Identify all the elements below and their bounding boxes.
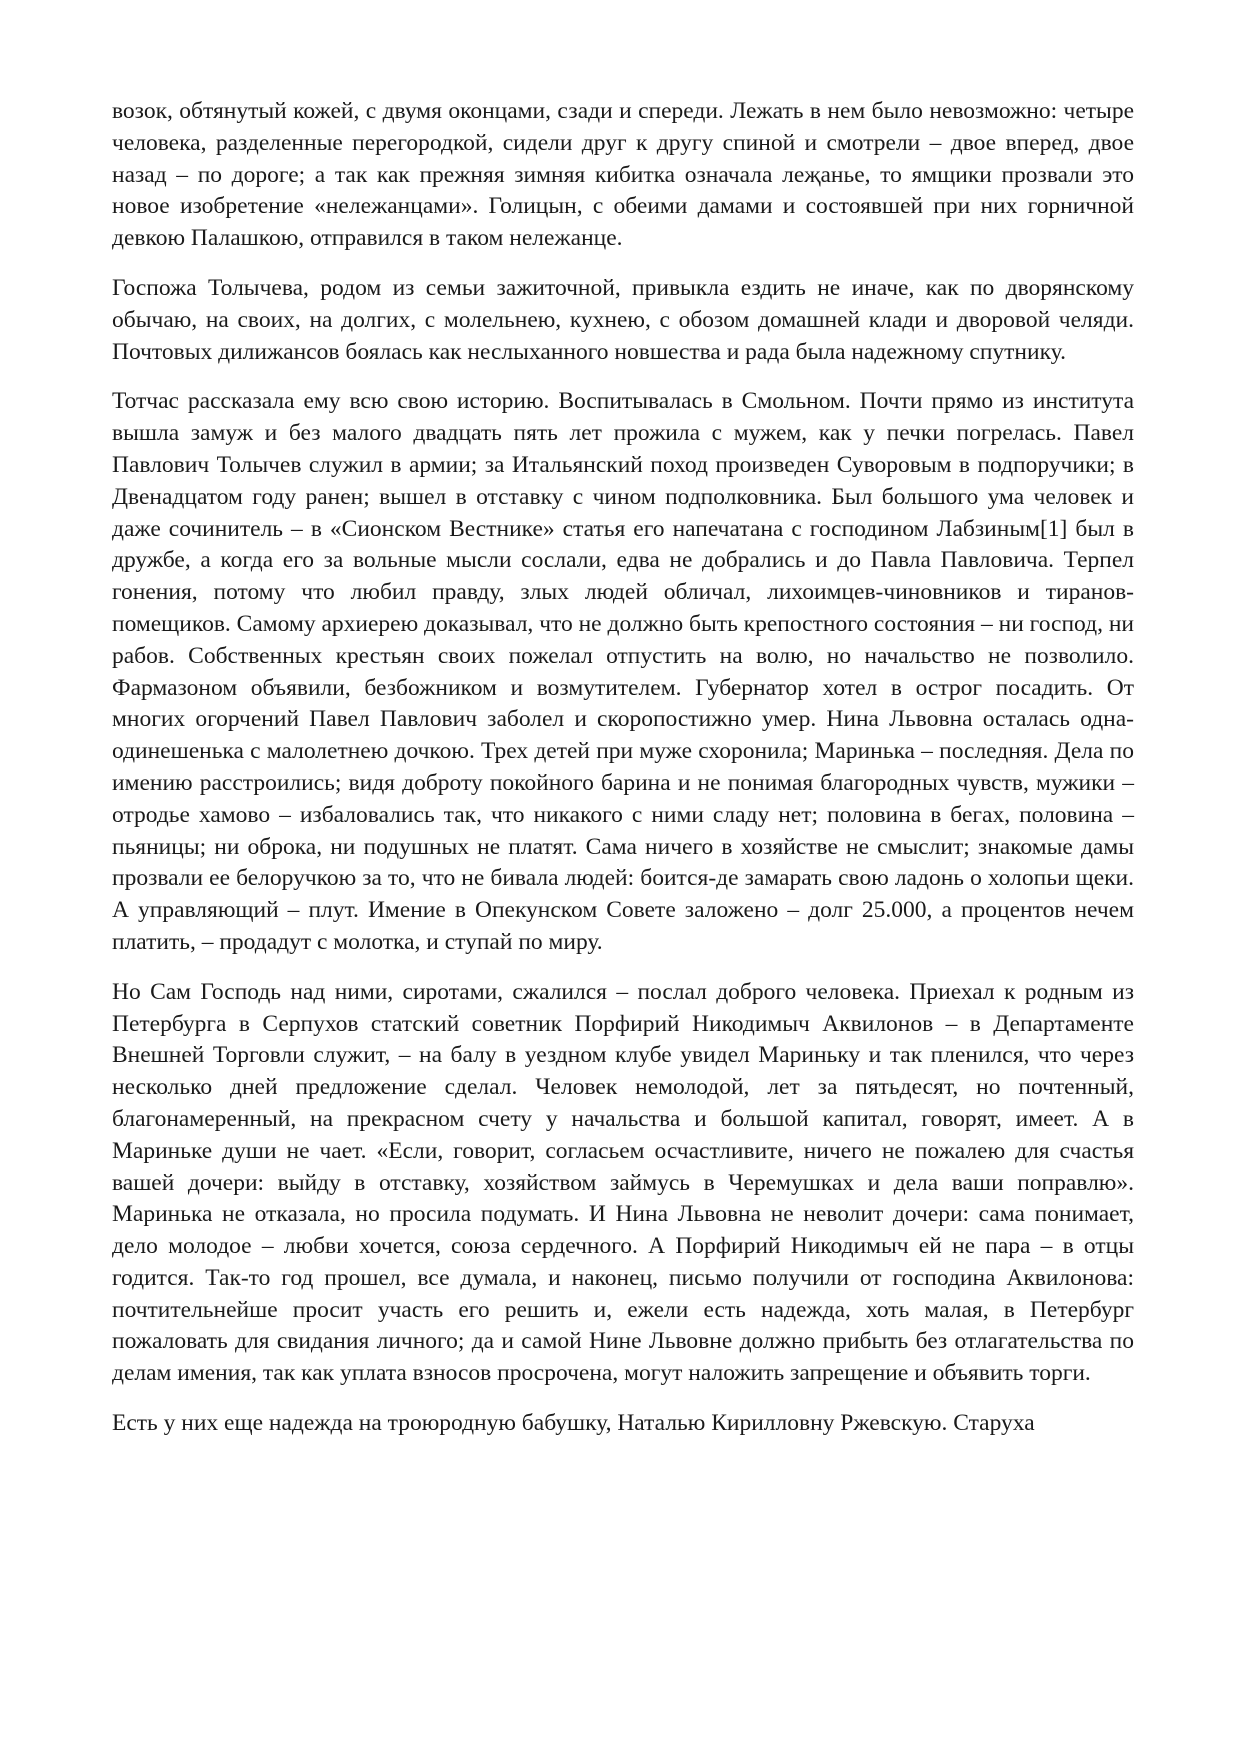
document-page — [112, 96, 1134, 1458]
paragraph-2: Госпожа Толычева, родом из семьи зажиточной, привыкла ездить не иначе, как по дворянскому обычаю, на своих, на долгих, с молельнею, кухнею, с обозом домашней клади и дворовой челяди. Почтовых дилижансов боялась как неслыханного новшества и рада была надежному спутнику. — [112, 274, 1134, 365]
paragraph-4: Но Сам Господь над ними, сиротами, сжалился – послал доброго человека. Приехал к родным из Петербурга в Серпухов статский советник Порфирий Никодимыч Аквилонов – в Департаменте Внешней Торговли служит, – на балу в уездном клубе увидел Мариньку и так пленился, что через несколько дней предложение сделал. Человек немолодой, лет за пятьдесят, но почтенный, благонамеренный, на прекрасном счету у начальства и большой капитал, говорят, имеет. А в Мариньке души не чает. «Если, говорит, согласьем осчастливите, ничего не пожалею для счастья вашей дочери: выйду в отставку, хозяйством займусь в Черемушках и дела ваши поправлю». Маринька не отказала, но просила подумать. И Нина Львовна не неволит дочери: сама понимает, дело молодое – любви хочется, союза сердечного. А Порфирий Никодимыч ей не пара – в отцы годится. Так-то год прошел, все думала, и наконец, письмо получили от господина Аквилонова: почтительнейше просит участь его решить и, ежели есть надежда, хоть малая, в Петербург пожаловать для свидания личного; да и самой Нине Львовне должно прибыть без отлагательства по делам имения, так как уплата взносов просрочена, могут наложить запрещение и объявить торги. — [112, 978, 1134, 1387]
paragraph-3: Тотчас рассказала ему всю свою историю. Воспитывалась в Смольном. Почти прямо из института вышла замуж и без малого двадцать пять лет прожила с мужем, как у печки погрелась. Павел Павлович Толычев служил в армии; за Итальянский поход произведен Суворовым в подпоручики; в Двенадцатом году ранен; вышел в отставку с чином подполковника. Был большого ума человек и даже сочинитель – в «Сионском Вестнике» статья его напечатана с господином Лабзиным[1] был в дружбе, а когда его за вольные мысли сослали, едва не добрались и до Павла Павловича. Терпел гонения, потому что любил правду, злых людей обличал, лихоимцев-чиновников и тиранов-помещиков. Самому архиерею доказывал, что не должно быть крепостного состояния – ни господ, ни рабов. Собственных крестьян своих пожелал отпустить на волю, но начальство не позволило. Фармазоном объявили, безбожником и возмутителем. Губернатор хотел в острог посадить. От многих огорчений Павел Павлович заболел и скоропостижно умер. Нина Львовна осталась одна-одинешенька с малолетнею дочкою. Трех детей при муже схоронила; Маринька – последняя. Дела по имению расстроились; видя доброту покойного барина и не понимая благородных чувств, мужики – отродье хамово – избаловались так, что никакого с ними сладу нет; половина в бегах, половина – пьяницы; ни оброка, ни подушных не платят. Сама ничего в хозяйстве не смыслит; знакомые дамы прозвали ее белоручкою за то, что не бивала людей: боится-де замарать свою ладонь о холопьи щеки. А управляющий – плут. Имение в Опекунском Совете заложено – долг 25.000, а процентов нечем платить, – продадут с молотка, и ступай по миру. — [112, 388, 1134, 955]
paragraph-5: Есть у них еще надежда на троюродную бабушку, Наталью Кирилловну Ржевскую. Старуха — [112, 1410, 1035, 1437]
paragraph-1: возок, обтянутый кожей, с двумя оконцами, сзади и спереди. Лежать в нем было невозможно: четыре человека, разделенные перегородкой, сидели друг к другу спиной и смотрели – двое вперед, двое назад – по дороге; а так как прежняя зимняя кибитка означала леҗанье, то ямщики прозвали это новое изобретение «нележанцами». Голицын, с обеими дамами и состоявшей при них горничной девкою Палашкою, отправился в таком нележанце. — [112, 98, 1134, 252]
